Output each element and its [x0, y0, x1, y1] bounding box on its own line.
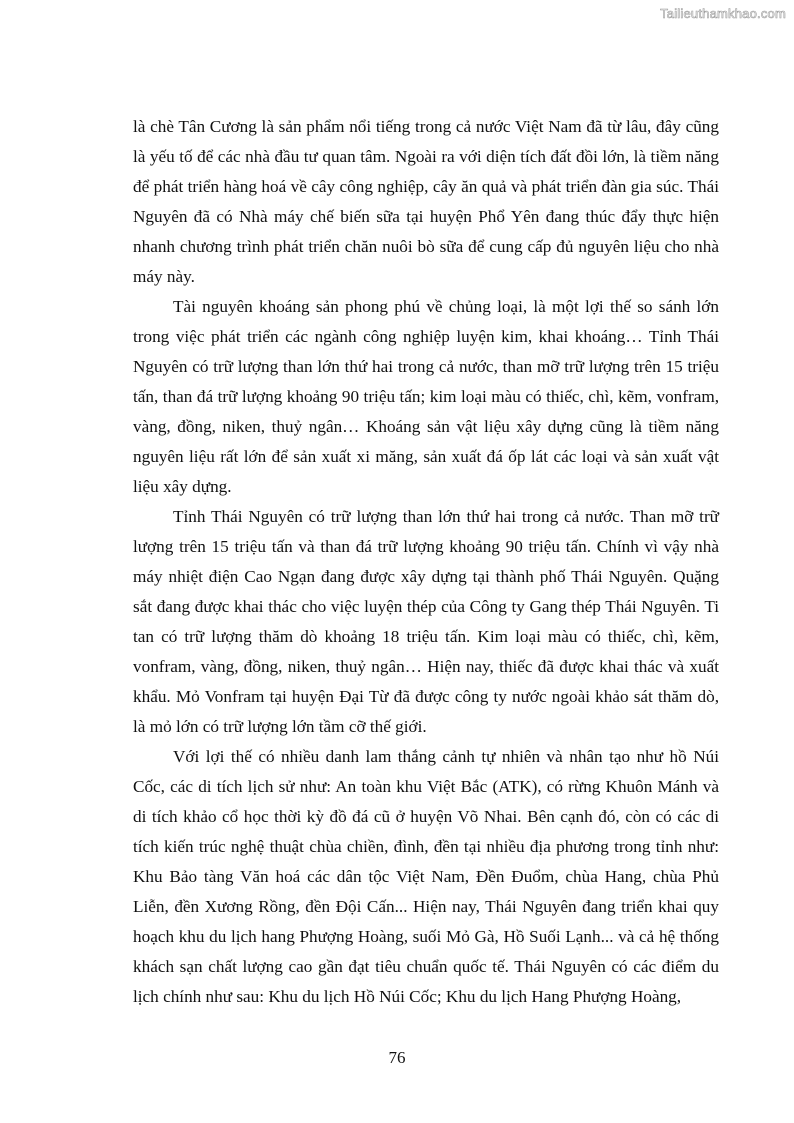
paragraph-coal-reserves: Tỉnh Thái Nguyên có trữ lượng than lớn thứ hai trong cả nước. Than mỡ trữ lượng trên 15 triệu tấn và than đá trữ lượng khoảng 90 triệu tấn. Chính vì vậy nhà máy nhiệt điện Cao Ngạn đang được xây dựng tại thành phố Thái Nguyên. Quặng sắt đang được khai thác cho việc luyện thép của Công ty Gang thép Thái Nguyên. Ti tan có trữ lượng thăm dò khoảng 18 triệu tấn. Kim loại màu có thiếc, chì, kẽm, vonfram, vàng, đồng, niken, thuỷ ngân… Hiện nay, thiếc đã được khai thác và xuất khẩu. Mỏ Vonfram tại huyện Đại Từ đã được công ty nước ngoài khảo sát thăm dò, là mỏ lớn có trữ lượng lớn tầm cỡ thế giới.	[133, 507, 719, 736]
page-number: 76	[388, 1048, 406, 1067]
document-body	[133, 112, 719, 1012]
paragraph-continued: là chè Tân Cương là sản phẩm nổi tiếng trong cả nước Việt Nam đã từ lâu, đây cũng là yếu tố để các nhà đầu tư quan tâm. Ngoài ra với diện tích đất đồi lớn, là tiềm năng để phát triển hàng hoá về cây công nghiệp, cây ăn quả và phát triển đàn gia súc. Thái Nguyên đã có Nhà máy chế biến sữa tại huyện Phổ Yên đang thúc đẩy thực hiện nhanh chương trình phát triển chăn nuôi bò sữa để cung cấp đủ nguyên liệu cho nhà máy này.	[133, 117, 719, 286]
paragraph-tourism: Với lợi thế có nhiều danh lam thắng cảnh tự nhiên và nhân tạo như hồ Núi Cốc, các di tích lịch sử như: An toàn khu Việt Bắc (ATK), có rừng Khuôn Mánh và di tích khảo cổ học thời kỳ đồ đá cũ ở huyện Võ Nhai. Bên cạnh đó, còn có các di tích kiến trúc nghệ thuật chùa chiền, đình, đền tại nhiều địa phương trong tỉnh như: Khu Bảo tàng Văn hoá các dân tộc Việt Nam, Đền Đuổm, chùa Hang, chùa Phủ Liễn, đền Xương Rồng, đền Đội Cấn... Hiện nay, Thái Nguyên đang triển khai quy hoạch khu du lịch hang Phượng Hoàng, suối Mỏ Gà, Hồ Suối Lạnh... và cả hệ thống khách sạn chất lượng cao gần đạt tiêu chuẩn quốc tế. Thái Nguyên có các điểm du lịch chính như sau: Khu du lịch Hồ Núi Cốc; Khu du lịch Hang Phượng Hoàng,	[133, 747, 719, 1006]
paragraph-mineral-resources: Tài nguyên khoáng sản phong phú về chủng loại, là một lợi thế so sánh lớn trong việc phát triển các ngành công nghiệp luyện kim, khai khoáng… Tỉnh Thái Nguyên có trữ lượng than lớn thứ hai trong cả nước, than mỡ trữ lượng trên 15 triệu tấn, than đá trữ lượng khoảng 90 triệu tấn; kim loại màu có thiếc, chì, kẽm, vonfram, vàng, đồng, niken, thuỷ ngân… Khoáng sản vật liệu xây dựng cũng là tiềm năng nguyên liệu rất lớn để sản xuất xi măng, sản xuất đá ốp lát các loại và sản xuất vật liệu xây dựng.	[133, 297, 719, 496]
watermark: Tailieuthamkhao.com	[660, 6, 786, 21]
